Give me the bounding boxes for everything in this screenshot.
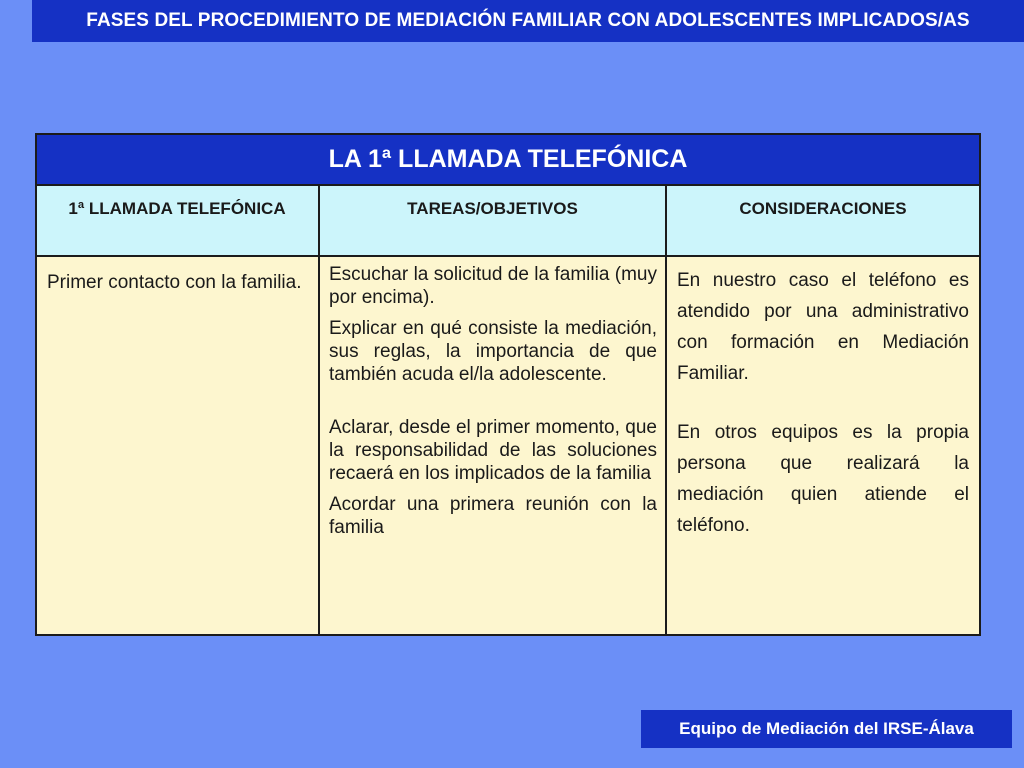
table-header-row <box>37 186 979 257</box>
task-item: Aclarar, desde el primer momento, que la responsabilidad de las soluciones recaerá en los implicados de la familia <box>329 417 657 484</box>
column-header-considerations: CONSIDERACIONES <box>739 199 907 218</box>
column-divider <box>665 186 667 634</box>
consideration-item: En nuestro caso el teléfono es atendido por una administrativo con formación en Mediación Familiar. <box>677 270 969 384</box>
column-divider <box>318 186 320 634</box>
footer-badge <box>641 710 1012 748</box>
phase-table <box>35 133 981 636</box>
footer-label: Equipo de Mediación del IRSE-Álava <box>679 719 974 738</box>
column-header-tasks: TAREAS/OBJETIVOS <box>407 199 578 218</box>
consideration-item: En otros equipos es la propia persona que realizará la mediación quien atiende el teléfono. <box>677 422 969 536</box>
table-title: LA 1ª LLAMADA TELEFÓNICA <box>37 135 979 186</box>
task-item: Acordar una primera reunión con la familia <box>329 494 657 538</box>
slide-title: FASES DEL PROCEDIMIENTO DE MEDIACIÓN FAMILIAR CON ADOLESCENTES IMPLICADOS/AS <box>86 10 970 31</box>
cell-tasks <box>329 263 657 539</box>
column-header-call: 1ª LLAMADA TELEFÓNICA <box>68 199 286 218</box>
slide-title-bar <box>32 0 1024 42</box>
task-item: Explicar en qué consiste la mediación, sus reglas, la importancia de que también acuda el/la adolescente. <box>329 318 657 385</box>
task-item: Escuchar la solicitud de la familia (muy por encima). <box>329 264 657 308</box>
cell-considerations <box>677 265 969 541</box>
cell-phase: Primer contacto con la familia. <box>47 272 302 293</box>
